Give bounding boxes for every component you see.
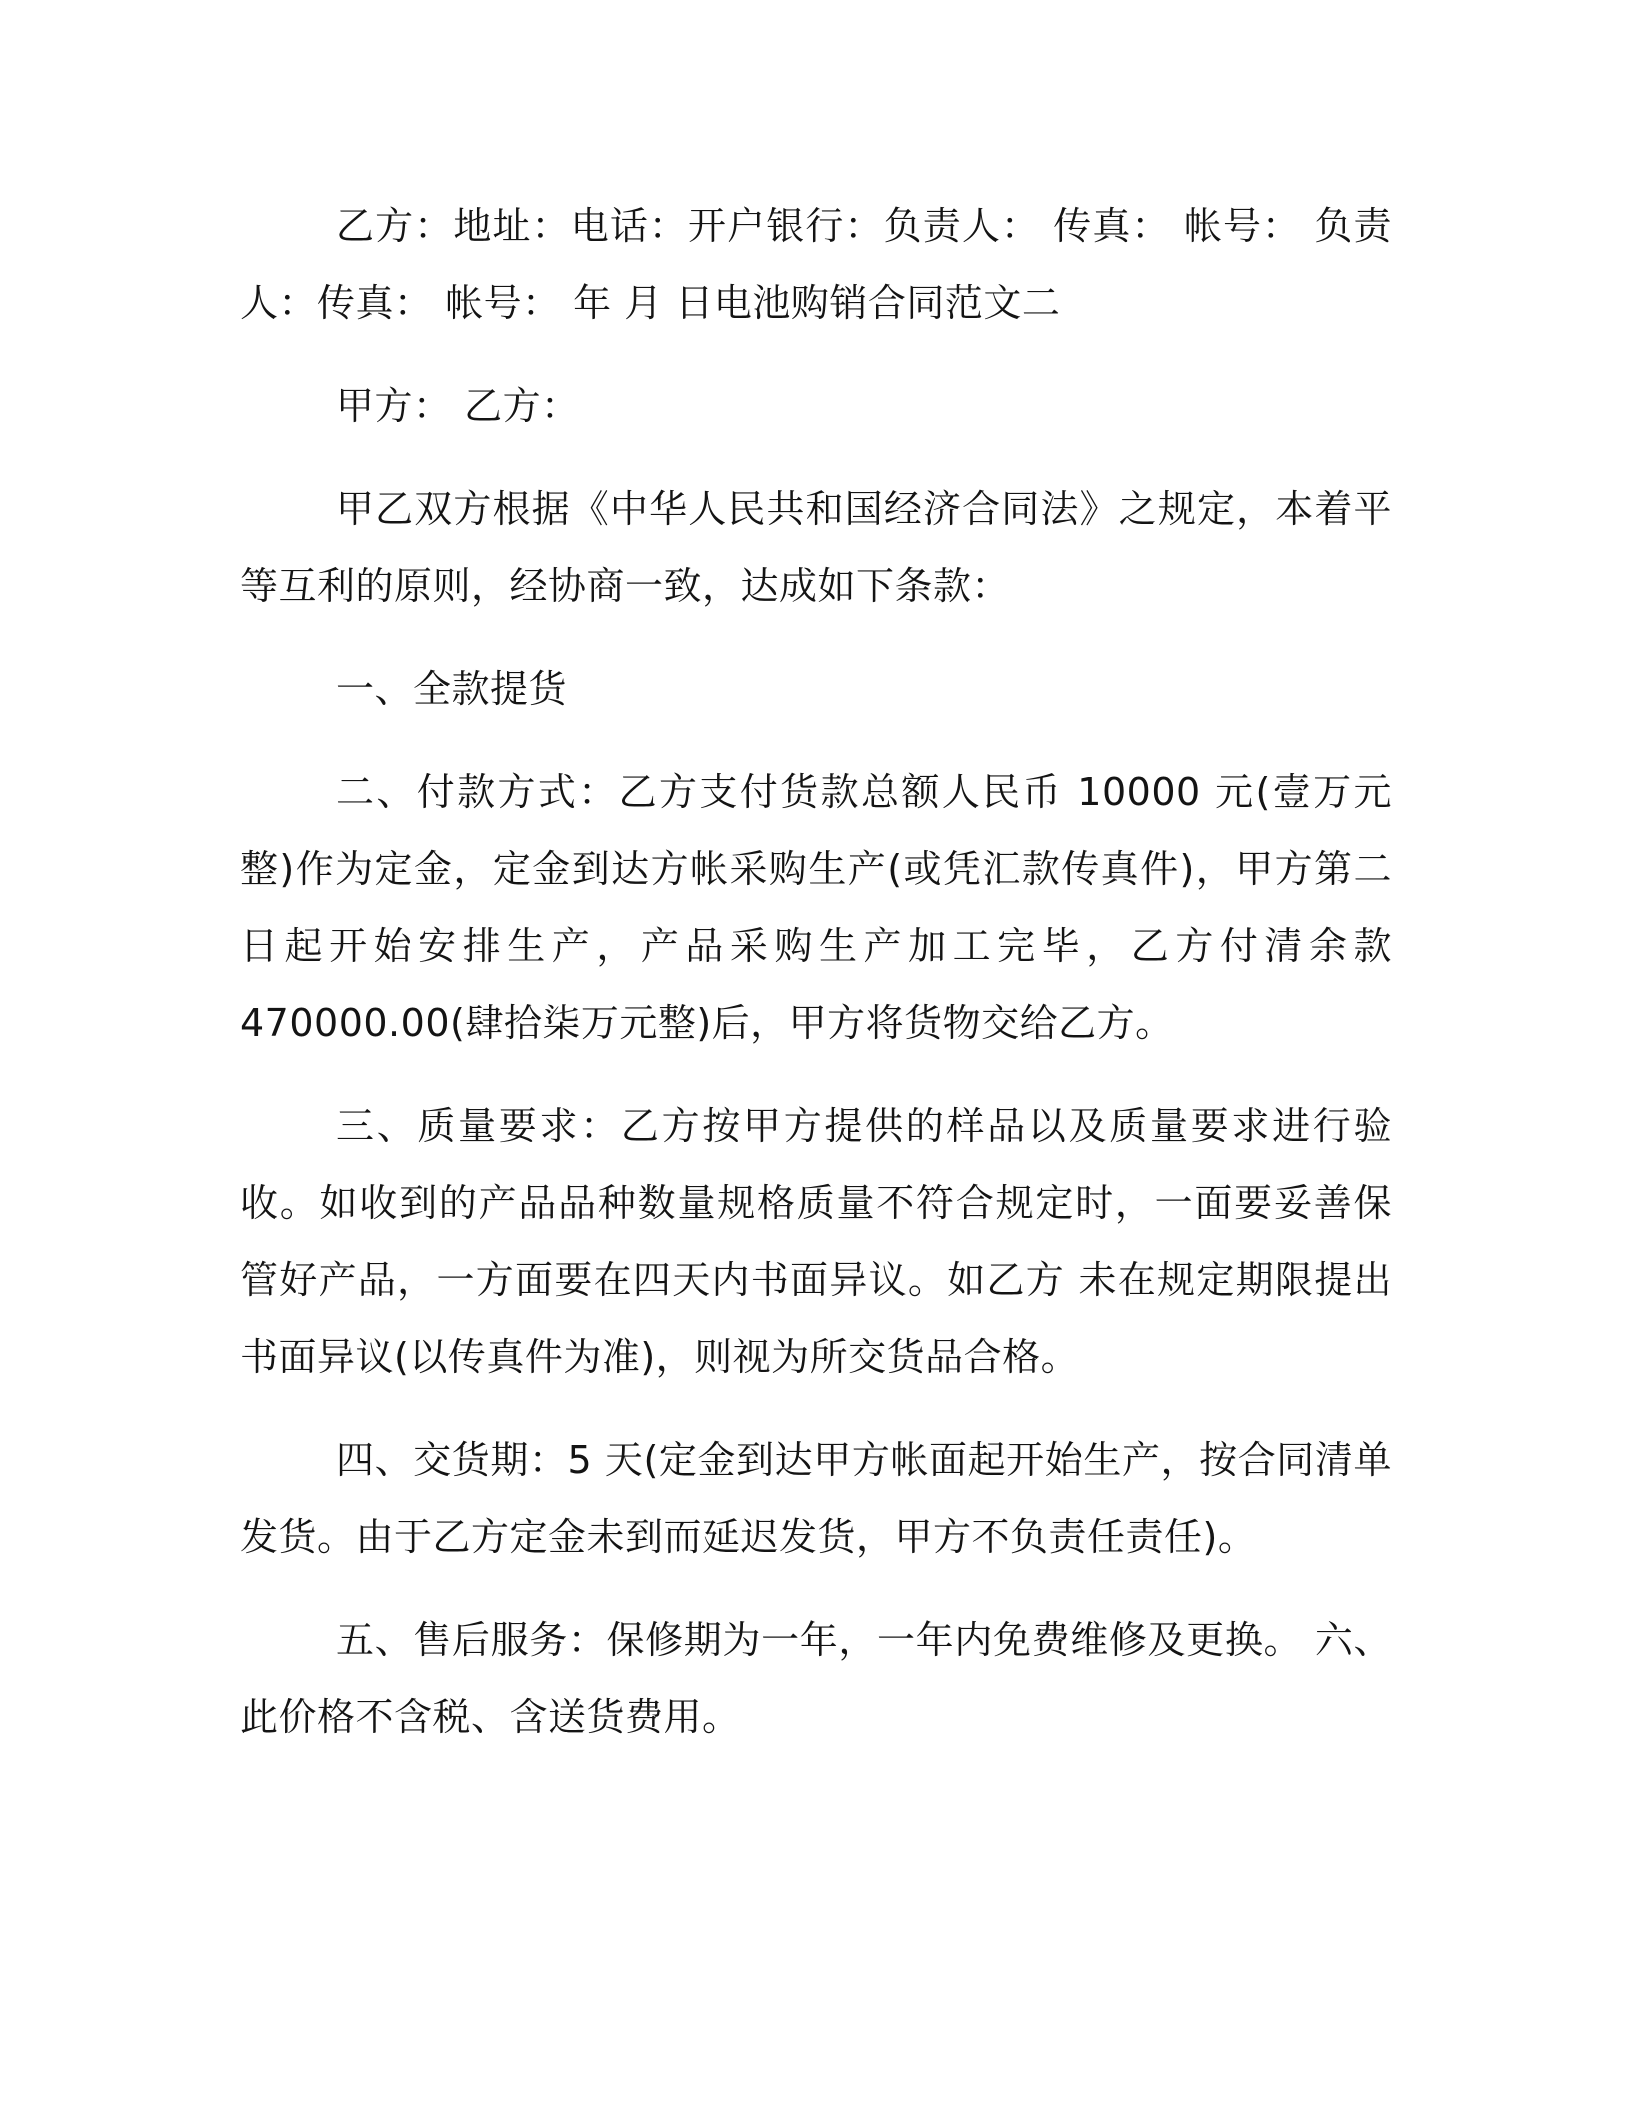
document-page xyxy=(240,188,1392,1782)
paragraph-clause-5-service: 五、售后服务：保修期为一年，一年内免费维修及更换。 六、此价格不含税、含送货费用。 xyxy=(240,1618,1392,1739)
paragraph-party-b-info: 乙方：地址：电话：开户银行：负责人： 传真： 帐号： 负责人：传真： 帐号： 年 月 日电池购销合同范文二 xyxy=(240,204,1392,325)
paragraph-parties: 甲方： 乙方： xyxy=(336,384,580,428)
paragraph-clause-4-delivery: 四、交货期：5 天(定金到达甲方帐面起开始生产，按合同清单发货。由于乙方定金未到而延迟发货，甲方不负责任责任)。 xyxy=(240,1438,1392,1559)
paragraph-clause-1: 一、全款提货 xyxy=(336,667,568,711)
paragraph-clause-2-payment: 二、付款方式：乙方支付货款总额人民币 10000 元(壹万元整)作为定金，定金到达方帐采购生产(或凭汇款传真件)，甲方第二日起开始安排生产，产品采购生产加工完毕，乙方付清余款 470000.00(肆拾柒万元整)后，甲方将货物交给乙方。 xyxy=(240,770,1392,1045)
paragraph-preamble: 甲乙双方根据《中华人民共和国经济合同法》之规定，本着平等互利的原则，经协商一致，达成如下条款： xyxy=(240,487,1392,608)
paragraph-clause-3-quality: 三、质量要求：乙方按甲方提供的样品以及质量要求进行验收。如收到的产品品种数量规格质量不符合规定时，一面要妥善保管好产品，一方面要在四天内书面异议。如乙方 未在规定期限提出书面异议(以传真件为准)，则视为所交货品合格。 xyxy=(240,1104,1392,1379)
